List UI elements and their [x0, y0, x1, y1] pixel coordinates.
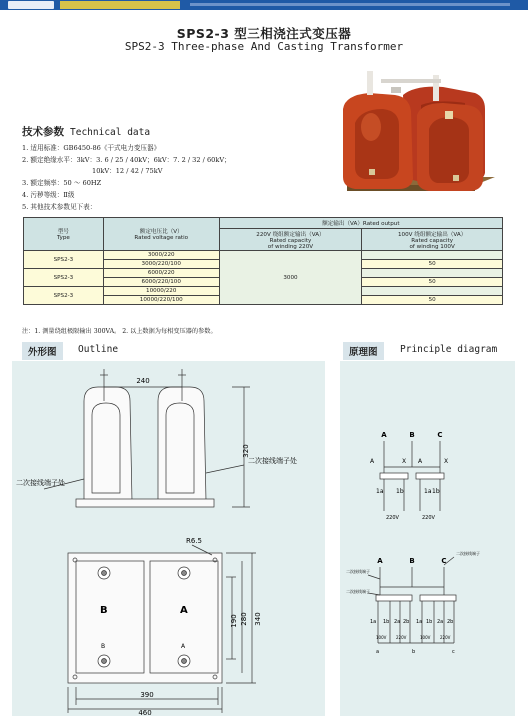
cell-ratio: 3000/220/100 [103, 260, 219, 269]
phase-b: B [409, 431, 415, 439]
terminal-label-left: 二次接线端子处 [16, 479, 65, 487]
cell-type: SPS2-3 [24, 251, 104, 269]
principle-diagram [340, 361, 515, 716]
table-note: 注：1. 测量绕组极限输出 300VA。 2. 以上数据为每相变压器的参数。 [22, 328, 217, 335]
dim-390: 390 [140, 691, 154, 699]
winding-label: 1b [426, 619, 433, 625]
spec-item: 2. 额定绝缘水平：3kV：3. 6 / 25 / 40kV；6kV：7. 2 / 32 / 60kV； [22, 155, 231, 164]
terminal-note: 二次接线端子 [346, 589, 370, 594]
cell-output-100: 50 [362, 278, 503, 287]
terminal-label-right: 二次接线端子处 [248, 457, 297, 465]
cell-ratio: 10000/220 [103, 287, 219, 296]
company-name-bar [60, 1, 180, 9]
principle-tag-en: Principle diagram [400, 344, 498, 355]
phase-a: A [381, 431, 387, 439]
terminal-note: 二次接线端子 [346, 569, 370, 574]
header-100: 100V 绕组额定输出（VA） Rated capacity of winding 100V [362, 229, 503, 251]
product-photo [325, 65, 503, 212]
cell-type: SPS2-3 [24, 269, 104, 287]
winding-label: 1a [370, 619, 377, 625]
voltage-label: 220V [440, 635, 451, 640]
cell-ratio: 6000/220/100 [103, 278, 219, 287]
dim-190: 190 [230, 614, 238, 628]
winding-label: 1b [432, 488, 440, 495]
tech-data-heading [22, 124, 150, 139]
coil-label-b: B [100, 605, 108, 616]
spec-item: 10kV：12 / 42 / 75kV [92, 167, 163, 176]
header-ratio: 额定电压比（V） Rated voltage ratio [103, 218, 219, 251]
dim-340: 340 [254, 612, 262, 626]
terminal-b-small: b [412, 649, 416, 655]
terminal-a: A [181, 643, 186, 650]
cell-output-220: 3000 [219, 251, 362, 305]
tech-heading-cn: 技术参数 [22, 126, 64, 138]
spec-item: 4. 污秽等级：Ⅱ级 [22, 190, 75, 199]
header-output: 额定输出（VA）Rated output [219, 218, 502, 229]
dim-460: 460 [138, 709, 152, 716]
spec-item: 5. 其他技术参数见下表： [22, 202, 97, 211]
winding-label: 2a [437, 619, 444, 625]
voltage-label: 100V [420, 635, 431, 640]
cell-ratio: 3000/220 [103, 251, 219, 260]
winding-label: 1a [416, 619, 423, 625]
winding-label: 2b [447, 619, 454, 625]
terminal-x2: X [444, 458, 449, 465]
dim-r65: R6.5 [186, 537, 202, 545]
terminal-b: B [101, 643, 106, 650]
terminal-note: 二次接线端子 [456, 551, 480, 556]
cell-output-100-empty [362, 269, 503, 278]
voltage-label: 220V [422, 515, 435, 521]
outline-tag: 外形图 [22, 342, 63, 360]
winding-label: 1a [424, 488, 432, 495]
coil-label-a: A [180, 605, 188, 616]
spec-item: 3. 额定频率：50 ～ 60HZ [22, 179, 102, 188]
winding-label: 1b [383, 619, 390, 625]
terminal-a-small: a [376, 649, 380, 655]
header-type: 型号 Type [24, 218, 104, 251]
spec-table [23, 217, 503, 305]
spec-list [22, 143, 231, 213]
cell-output-100-empty [362, 287, 503, 296]
outline-drawing [12, 361, 325, 716]
phase-b: B [409, 557, 415, 565]
page-subtitle: SPS2-3 Three-phase And Casting Transformer [124, 40, 404, 53]
spec-item: 1. 适用标准：GB6450-86《干式电力变压器》 [22, 144, 161, 152]
winding-label: 1b [396, 488, 404, 495]
terminal-x1: X [402, 458, 407, 465]
header-220: 220V 绕组额定输出（VA） Rated capacity of winding 220V [219, 229, 362, 251]
tech-heading-en: Technical data [70, 127, 151, 138]
table-row [24, 251, 503, 260]
cell-ratio: 10000/220/100 [103, 296, 219, 305]
cell-output-100: 50 [362, 296, 503, 305]
phase-c: C [437, 431, 443, 439]
voltage-label: 100V [376, 635, 387, 640]
voltage-label: 220V [386, 515, 399, 521]
dim-240: 240 [136, 377, 150, 385]
terminal-a1: A [370, 458, 375, 465]
voltage-label: 220V [396, 635, 407, 640]
terminal-a2: A [418, 458, 423, 465]
company-logo [8, 1, 54, 9]
dim-320: 320 [242, 444, 250, 458]
dim-280: 280 [240, 612, 248, 626]
header-divider [190, 3, 510, 6]
outline-tag-en: Outline [78, 344, 119, 355]
winding-label: 2b [403, 619, 410, 625]
cell-output-100-empty [362, 251, 503, 260]
page-title: SPS2-3 型三相浇注式变压器 [176, 26, 352, 41]
winding-label: 2a [394, 619, 401, 625]
cell-output-100: 50 [362, 260, 503, 269]
terminal-c-small: c [452, 649, 455, 655]
header-bar [0, 0, 528, 10]
winding-label: 1a [376, 488, 384, 495]
phase-c: C [441, 557, 447, 565]
cell-type: SPS2-3 [24, 287, 104, 305]
principle-tag: 原理图 [343, 342, 384, 360]
phase-a: A [377, 557, 383, 565]
cell-ratio: 6000/220 [103, 269, 219, 278]
